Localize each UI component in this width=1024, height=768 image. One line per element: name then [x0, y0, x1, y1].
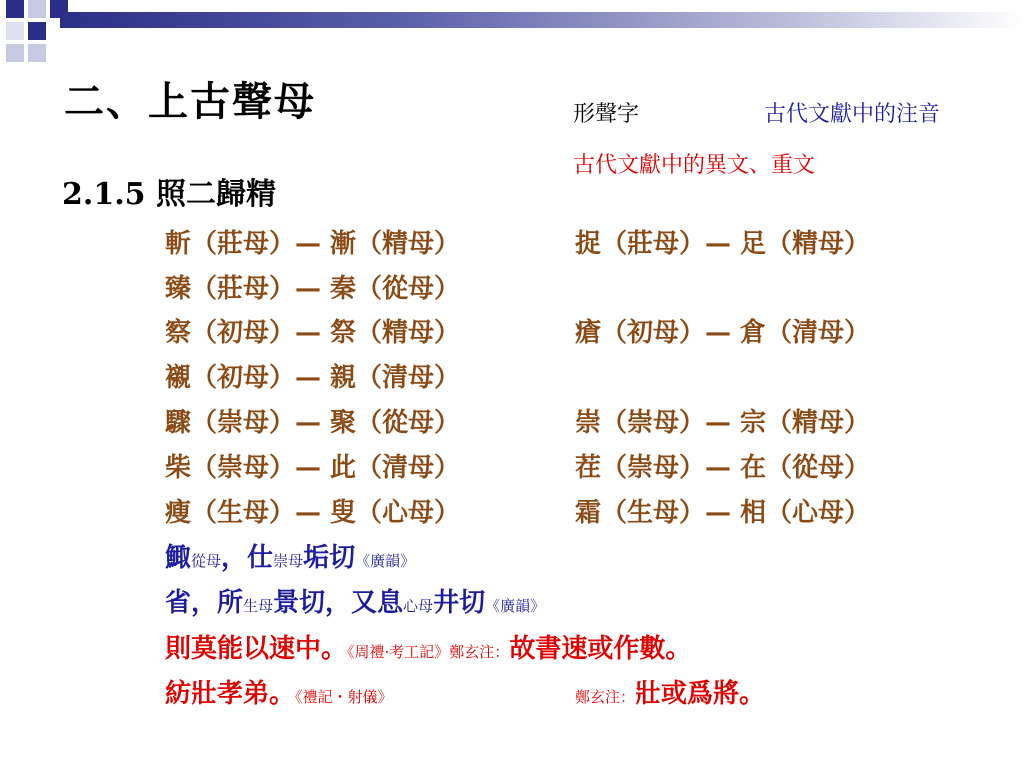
pair-right-5: 崇（崇母）— 宗（精母）: [575, 408, 871, 438]
pair-left-4: 襯（初母）— 親（清母）: [165, 363, 461, 393]
quote-2-gloss: 壯或爲將。: [635, 679, 766, 709]
slide-title: 二、上古聲母: [64, 78, 316, 125]
section-subtitle: 2.1.5 照二歸精: [62, 177, 276, 212]
header-gradient-bar: [60, 12, 1024, 28]
pair-left-2: 臻（莊母）— 秦（從母）: [165, 274, 461, 304]
pair-right-1: 捉（莊母）— 足（精母）: [575, 229, 871, 259]
pair-left-7: 瘦（生母）— 叟（心母）: [165, 498, 461, 528]
quote-1-source: 《周禮·考工記》: [347, 643, 450, 661]
pair-left-6: 柴（崇母）— 此（清母）: [165, 453, 461, 483]
pair-right-6: 茬（崇母）— 在（從母）: [575, 453, 871, 483]
fanqie-2-upper-initial: 心母: [403, 597, 434, 615]
fanqie-2-source: 《廣韻》: [485, 597, 546, 615]
fanqie-2-char: 省，所: [165, 588, 244, 618]
note-ancient-annotation: 古代文獻中的注音: [764, 102, 941, 127]
pair-right-7: 霜（生母）— 相（心母）: [575, 498, 871, 528]
quote-2-commentator: 鄭玄注：: [575, 688, 636, 706]
pair-left-3: 察（初母）— 祭（精母）: [165, 318, 461, 348]
pair-right-3: 瘡（初母）— 倉（清母）: [575, 318, 871, 348]
fanqie-1-lower: 垢切: [303, 543, 356, 573]
fanqie-1-sep: ，: [221, 543, 248, 573]
quote-1-gloss: 故書速或作數。: [509, 634, 692, 664]
fanqie-2-char-initial: 生母: [243, 597, 274, 615]
fanqie-2-upper: 景切，又息: [273, 588, 404, 618]
fanqie-line-2: [165, 590, 545, 616]
pair-left-5: 驟（崇母）— 聚（從母）: [165, 408, 461, 438]
pair-left-1: 斬（莊母）— 漸（精母）: [165, 229, 461, 259]
quote-2-text: 紡壯孝弟。: [165, 679, 296, 709]
note-variant-text: 古代文獻中的異文、重文: [573, 153, 816, 178]
quote-1-commentator: 鄭玄注：: [449, 643, 510, 661]
fanqie-1-upper-initial: 崇母: [273, 552, 304, 570]
fanqie-1-source: 《廣韻》: [355, 552, 416, 570]
quote-line-2-gloss: [575, 681, 765, 707]
quote-line-1: [165, 636, 691, 662]
quote-2-source: 《禮記・射儀》: [295, 688, 393, 706]
quote-line-2: [165, 681, 393, 707]
fanqie-2-lower: 井切: [433, 588, 486, 618]
fanqie-1-char: 鯫: [165, 543, 192, 573]
note-phonetic-compound: 形聲字: [573, 102, 640, 127]
quote-1-text: 則莫能以速中。: [165, 634, 348, 664]
fanqie-1-char-initial: 從母: [191, 552, 222, 570]
fanqie-line-1: [165, 545, 415, 571]
fanqie-1-upper: 仕: [247, 543, 274, 573]
